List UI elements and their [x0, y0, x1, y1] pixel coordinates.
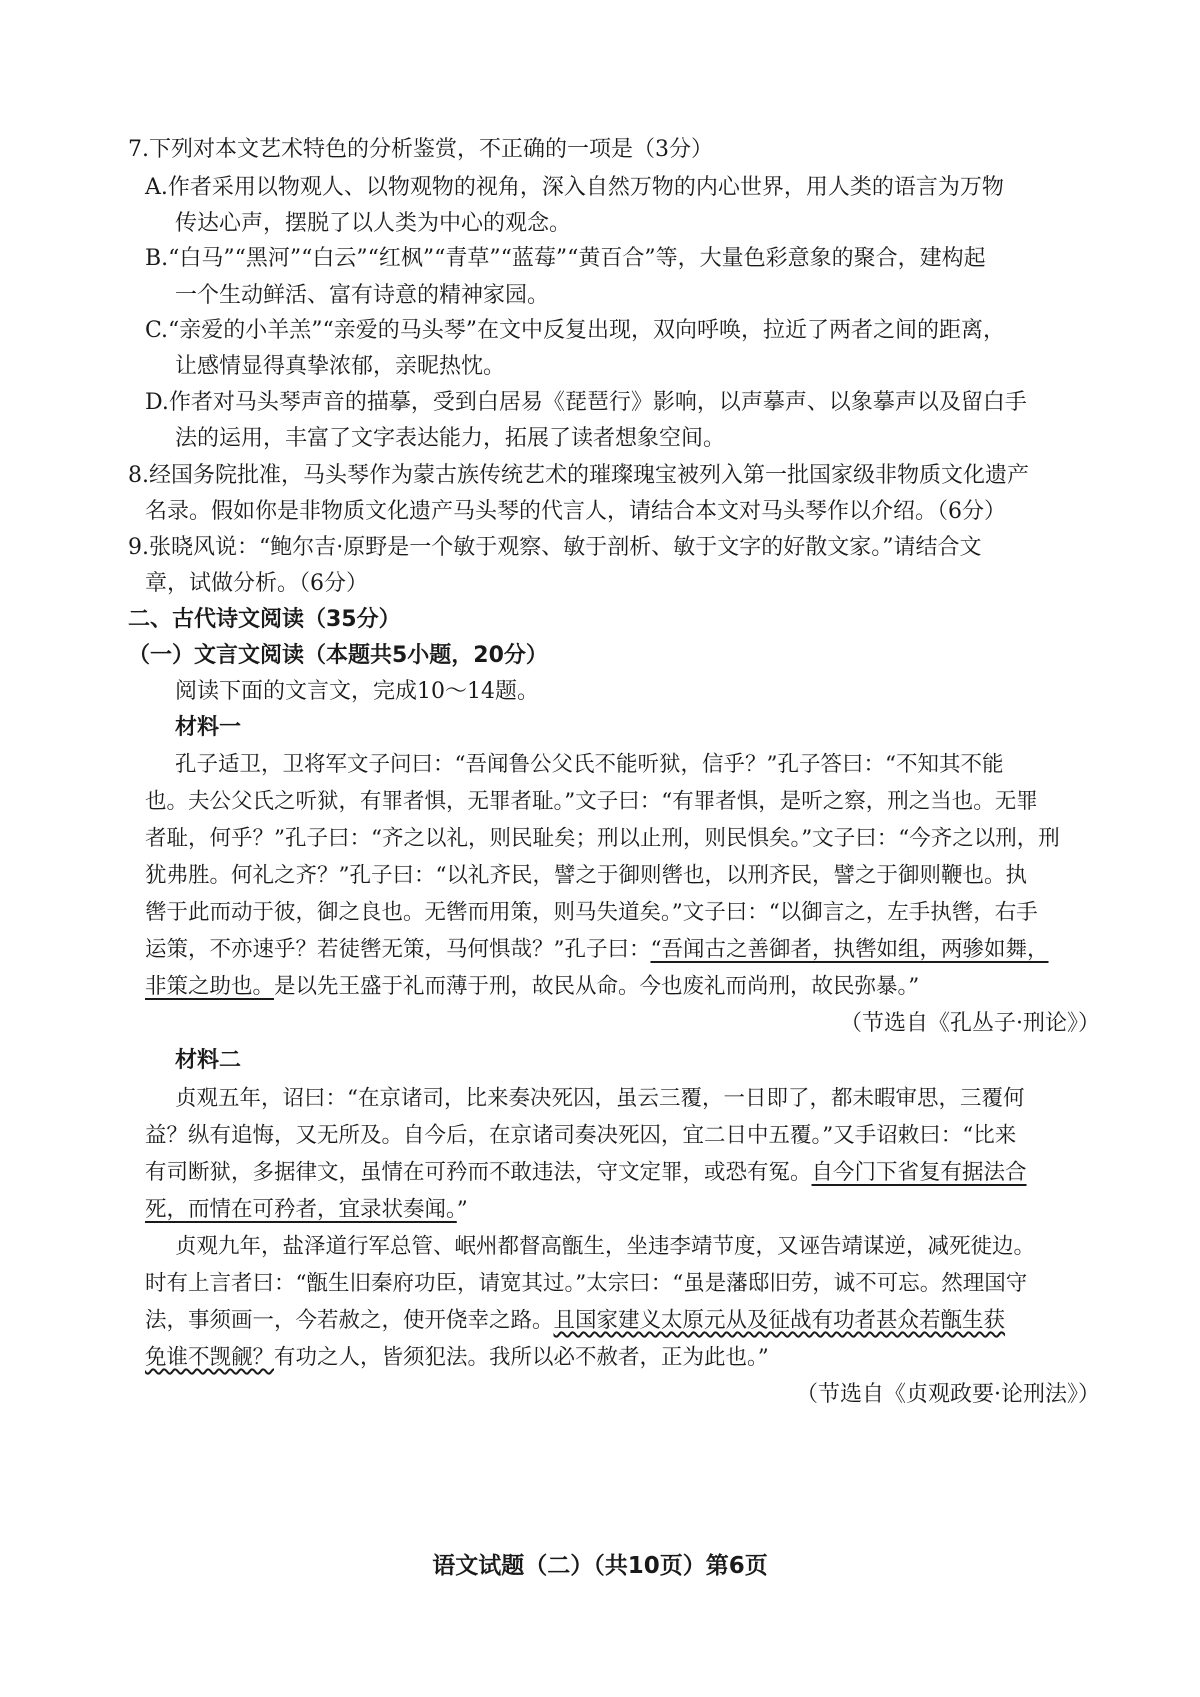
material1-label: 材料一: [175, 715, 242, 740]
material1-line: 辔于此而动于彼，御之良也。无辔而用策，则马失道矣。”文子曰：“以御言之，左手执辔，右手: [145, 900, 1038, 925]
q9-line1: 9.张晓风说：“鲍尔吉·原野是一个敏于观察、敏于剖析、敏于文字的好散文家。”请结合文: [128, 535, 982, 560]
section2-subtitle: （一）文言文阅读（本题共5小题，20分）: [128, 643, 548, 668]
material2-label: 材料二: [175, 1048, 242, 1073]
q7-option-a-line1: A.作者采用以物观人、以物观物的视角，深入自然万物的内心世界，用人类的语言为万物: [145, 175, 1004, 200]
material2-text: 法，事须画一，今若赦之，使开侥幸之路。: [145, 1308, 554, 1333]
material2-line: 贞观五年，诏曰：“在京诸司，比来奏决死囚，虽云三覆，一日即了，都未暇审思，三覆何: [175, 1086, 1025, 1111]
q7-option-b-line1: B.“白马”“黑河”“白云”“红枫”“青草”“蓝莓”“黄百合”等，大量色彩意象的聚合，建构起: [145, 246, 986, 271]
material2-line: 益？纵有追悔，又无所及。自今后，在京诸司奏决死囚，宜二日中五覆。”又手诏敕曰：“比来: [145, 1123, 1017, 1148]
material1-text: 是以先王盛于礼而薄于刑，故民从命。今也废礼而尚刑，故民弥暴。”: [274, 974, 920, 999]
material2-line: 时有上言者曰：“甑生旧秦府功臣，请宽其过。”太宗曰：“虽是藩邸旧劳，诚不可忘。然理国守: [145, 1271, 1028, 1296]
material2-line: [145, 1343, 769, 1373]
material2-source: （节选自《贞观政要·论刑法》）: [796, 1382, 1100, 1407]
section2-instruction: 阅读下面的文言文，完成10～14题。: [175, 679, 539, 704]
material2-underlined-text: 自今门下省复有据法合: [811, 1160, 1027, 1185]
material2-text: ”: [456, 1197, 468, 1222]
material1-underlined-text: 非策之助也。: [145, 974, 275, 999]
material2-underlined-text: 死，而情在可矜者，宜录状奏闻。: [145, 1197, 457, 1222]
material2-line: [145, 1158, 1027, 1188]
material1-line: [145, 935, 1049, 965]
q7-option-c-line2: 让感情显得真挚浓郁，亲昵热忱。: [175, 354, 506, 379]
material2-line: 贞观九年，盐泽道行军总管、岷州都督高甑生，坐违李靖节度，又诬告靖谋逆，减死徙边。: [175, 1234, 1036, 1259]
material2-line: [145, 1306, 1005, 1336]
material2-line: [145, 1195, 468, 1225]
q9-line2: 章，试做分析。（6分）: [145, 571, 368, 596]
q7-option-c-line1: C.“亲爱的小羊羔”“亲爱的马头琴”在文中反复出现，双向呼唤，拉近了两者之间的距离，: [145, 318, 1006, 343]
page-footer: 语文试题（二）（共10页）第6页: [432, 1553, 768, 1579]
material1-text: 运策，不亦速乎？若徒辔无策，马何惧哉？”孔子曰：: [145, 937, 651, 962]
material1-line: [145, 972, 919, 1002]
material1-source: （节选自《孔丛子·刑论》）: [840, 1011, 1100, 1036]
material2-text: 有功之人，皆须犯法。我所以必不赦者，正为此也。”: [274, 1345, 769, 1370]
material2-wavy-underlined-text: 免谁不觊觎？: [145, 1345, 275, 1370]
q7-stem: 7.下列对本文艺术特色的分析鉴赏，不正确的一项是（3分）: [128, 137, 713, 162]
material2-wavy-underlined-text: 且国家建义太原元从及征战有功者甚众若甑生获: [553, 1308, 1006, 1333]
material1-line: 孔子适卫，卫将军文子问曰：“吾闻鲁公父氏不能听狱，信乎？”孔子答曰：“不知其不能: [175, 752, 1004, 777]
material1-line: 犹弗胜。何礼之齐？”孔子曰：“以礼齐民，譬之于御则辔也，以刑齐民，譬之于御则鞭也。执: [145, 863, 1027, 888]
q8-line2: 名录。假如你是非物质文化遗产马头琴的代言人，请结合本文对马头琴作以介绍。（6分）: [145, 499, 1006, 524]
section2-title: 二、古代诗文阅读（35分）: [128, 607, 401, 632]
material2-text: 有司断狱，多据律文，虽情在可矜而不敢违法，守文定罪，或恐有冤。: [145, 1160, 812, 1185]
q7-option-d-line1: D.作者对马头琴声音的描摹，受到白居易《琵琶行》影响，以声摹声、以象摹声以及留白手: [145, 390, 1027, 415]
q8-line1: 8.经国务院批准，马头琴作为蒙古族传统艺术的璀璨瑰宝被列入第一批国家级非物质文化遗产: [128, 463, 1029, 488]
q7-option-b-line2: 一个生动鲜活、富有诗意的精神家园。: [175, 283, 550, 308]
material1-underlined-text: “吾闻古之善御者，执辔如组，两骖如舞，: [650, 937, 1049, 962]
q7-option-a-line2: 传达心声，摆脱了以人类为中心的观念。: [175, 211, 572, 236]
material1-line: 者耻，何乎？”孔子曰：“齐之以礼，则民耻矣；刑以止刑，则民惧矣。”文子曰：“今齐之以刑，刑: [145, 826, 1060, 851]
q7-option-d-line2: 法的运用，丰富了文字表达能力，拓展了读者想象空间。: [175, 426, 726, 451]
material1-line: 也。夫公父氏之听狱，有罪者惧，无罪者耻。”文子曰：“有罪者惧，是听之察，刑之当也。无罪: [145, 789, 1038, 814]
